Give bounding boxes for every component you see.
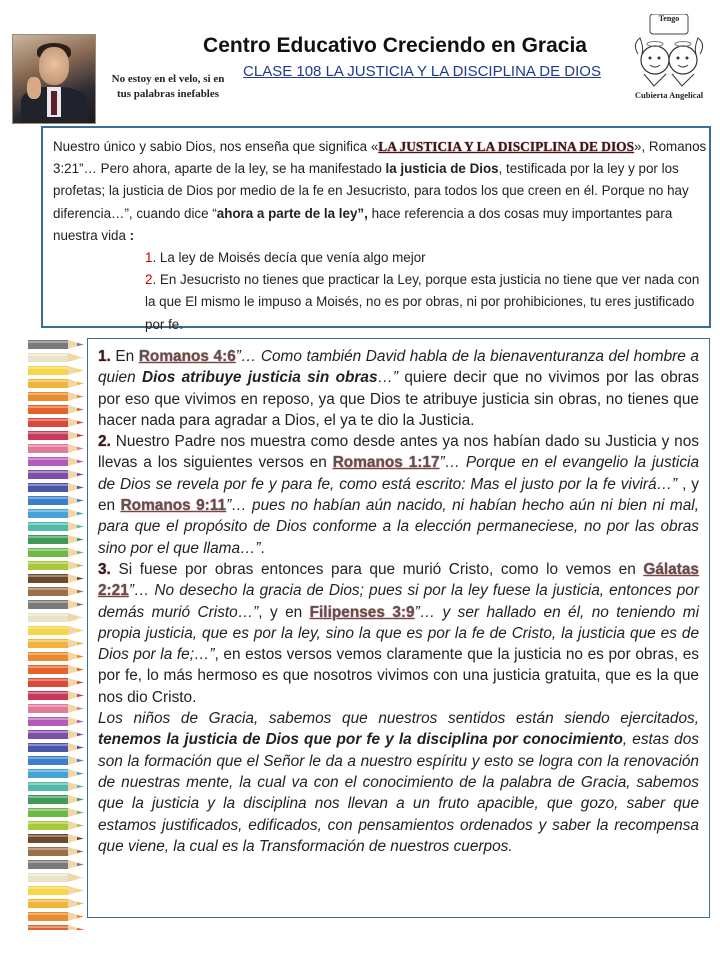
item-number: 1	[145, 250, 153, 266]
pencil	[28, 366, 84, 375]
pencil	[28, 626, 84, 635]
text: quiere decir que no vivimos por las obras por eso que vivimos en reposo, ya que Dios te atribuye justicia sin obras, no tienes que hacer nada para agradar a Dios, el ya te dio la Justicia.	[98, 369, 700, 429]
bible-reference: Romanos 1:17	[332, 454, 440, 472]
pencil	[28, 652, 84, 661]
intro-paragraph	[53, 136, 709, 247]
pencil	[28, 873, 84, 882]
text: , y en	[258, 603, 310, 621]
pencil	[28, 470, 84, 479]
pencil	[28, 340, 84, 349]
quote-bold: tenemos la justicia de Dios que por fe y la disciplina por conocimiento	[98, 731, 623, 749]
pencil	[28, 912, 84, 921]
quote: Los niños de Gracia, sabemos que nuestros sentidos están siendo ejercitados,	[98, 710, 699, 728]
pencil	[28, 431, 84, 440]
intro-title: LA JUSTICIA Y LA DISCIPLINA DE DIOS	[378, 139, 635, 154]
pencil	[28, 392, 84, 401]
item-number: 2	[145, 272, 153, 288]
text: En	[110, 348, 139, 365]
pencil	[28, 574, 84, 583]
intro-bold: ahora a parte de la ley”,	[216, 205, 368, 221]
intro-colon: :	[129, 227, 135, 243]
text: , en estos versos vemos claramente que la justicia no es por obras, es por fe, lo más hermoso es que nosotros vivimos con una justicia gratuita, que es la que nos dio Cristo.	[98, 646, 700, 706]
intro-text: Nuestro único y sabio Dios, nos enseña que significa «	[53, 139, 379, 154]
pencil	[28, 613, 84, 622]
pencil	[28, 639, 84, 648]
quote-bold: Dios atribuye justicia sin obras	[141, 369, 378, 387]
intro-text: hace referencia a dos cosas muy importantes para nuestra vida	[53, 205, 673, 243]
quote: ”… No desecho la gracia de Dios; pues si por la ley fuese la justicia, entonces por demás murió Cristo…”	[98, 582, 699, 621]
pencil	[28, 886, 84, 895]
quote: , estas dos son la formación que el Señor le da a nuestro espíritu y esto se logra con la renovación de nuestras mente, la cual va con el conocimiento de la palabra de Gracia, sabemos que la justicia y la disciplina nos llevan a un fruto apacible, que gozo, saber que estamos justificados, edificados, con pensamientos ordenados y saber la recompensa que viene, la cual es la Transformación de nuestros cuerpos.	[98, 731, 699, 855]
point-number: 2.	[98, 433, 111, 451]
quote: ”… y ser hallado en él, no teniendo mi propia justicia, que es por la ley, sino la que es por la fe de Cristo, la justicia que es de Dios por la fe;…”	[98, 603, 700, 664]
intro-text: Romanos 3:21”… Pero ahora, aparte de la ley, se ha manifestado	[53, 139, 707, 177]
text: .	[260, 539, 265, 557]
pencil	[28, 665, 84, 674]
pencil	[28, 457, 84, 466]
pencil	[28, 678, 84, 687]
colored-pencils-border	[28, 338, 86, 930]
conclusion	[98, 708, 699, 857]
intro-item-1	[53, 247, 709, 269]
pencil	[28, 782, 84, 791]
school-name: Centro Educativo Creciendo en Gracia	[203, 34, 587, 57]
intro-text: , testificada por la ley y por los profetas; la justicia de Dios por medio de la fe en Jesucristo, para todos los que creen en él. Porque no hay diferencia…”, cuando dice “	[53, 161, 689, 221]
text: , y en	[98, 475, 699, 515]
pencil	[28, 730, 84, 739]
pencil	[28, 691, 84, 700]
pencil	[28, 587, 84, 596]
item-text: . La ley de Moisés decía que venía algo mejor	[152, 250, 426, 266]
angel-logo	[630, 14, 708, 104]
pencil	[28, 743, 84, 752]
quote: ”… Como también David habla de la bienaventuranza del hombre a quien	[98, 348, 699, 387]
point-2	[98, 431, 699, 559]
pencil	[28, 860, 84, 869]
item-text: . En Jesucristo no tienes que practicar la Ley, porque esta justicia no tiene que ver nada con la que El mismo le impuso a Moisés, no es por obras, ni por prohibiciones, tu eres justificado por fe.	[145, 272, 700, 332]
motto: No estoy en el velo, si en tus palabras inefables	[111, 73, 225, 100]
pencil	[28, 847, 84, 856]
pencil	[28, 496, 84, 505]
point-1	[98, 346, 699, 431]
pencil	[28, 717, 84, 726]
pencil	[28, 600, 84, 609]
pencil	[28, 821, 84, 830]
intro-bold: la justicia de Dios	[385, 161, 499, 177]
director-photo	[12, 34, 96, 124]
pencil	[28, 379, 84, 388]
pencil	[28, 899, 84, 908]
pencil	[28, 561, 84, 570]
intro-item-2	[53, 269, 709, 336]
point-number: 3.	[98, 560, 111, 578]
logo-top-text: Tengo	[658, 14, 680, 23]
colored-pencils-icon	[28, 338, 86, 930]
text: Nuestro Padre nos muestra como desde antes ya nos habían dado su Justicia y nos llevas a los siguientes versos en	[98, 433, 699, 472]
pencil	[28, 509, 84, 518]
main-box	[87, 338, 710, 918]
pencil	[28, 483, 84, 492]
pencil	[28, 522, 84, 531]
intro-box	[41, 126, 711, 332]
pencil	[28, 418, 84, 427]
point-number: 1.	[98, 348, 111, 365]
pencil	[28, 769, 84, 778]
point-3	[98, 559, 699, 708]
pencil	[28, 795, 84, 804]
pencil	[28, 353, 84, 362]
pencil	[28, 834, 84, 843]
pencil	[28, 704, 84, 713]
pencil	[28, 405, 84, 414]
quote: …”	[377, 369, 399, 387]
pencil	[28, 808, 84, 817]
pencil	[28, 444, 84, 453]
pencil	[28, 535, 84, 544]
quote: ”… Porque en el evangelio la justicia de Dios se revela por fe y para fe, como está escrito: Mas el justo por la fe vivirá…”	[98, 454, 700, 493]
intro-text: »,	[634, 139, 649, 154]
logo-caption: Cubierta Angelical	[634, 90, 704, 100]
bible-reference: Filipenses 3:9	[309, 603, 415, 621]
pencil	[28, 756, 84, 765]
bible-reference: Romanos 9:11	[120, 497, 227, 515]
pencil	[28, 548, 84, 557]
class-title: CLASE 108 LA JUSTICIA Y LA DISCIPLINA DE DIOS	[243, 63, 601, 80]
bible-reference: Gálatas 2:21	[98, 560, 699, 600]
bible-reference: Romanos 4:6	[138, 348, 236, 365]
quote: ”… pues no habían aún nacido, ni habían hecho aún ni bien ni mal, para que el propósito de Dios conforme a la elección permaneciese, no por las obras sino por el que llama…”	[98, 497, 699, 557]
text: Si fuese por obras entonces para que murió Cristo, como lo vemos en	[110, 560, 644, 578]
pencil	[28, 925, 84, 930]
